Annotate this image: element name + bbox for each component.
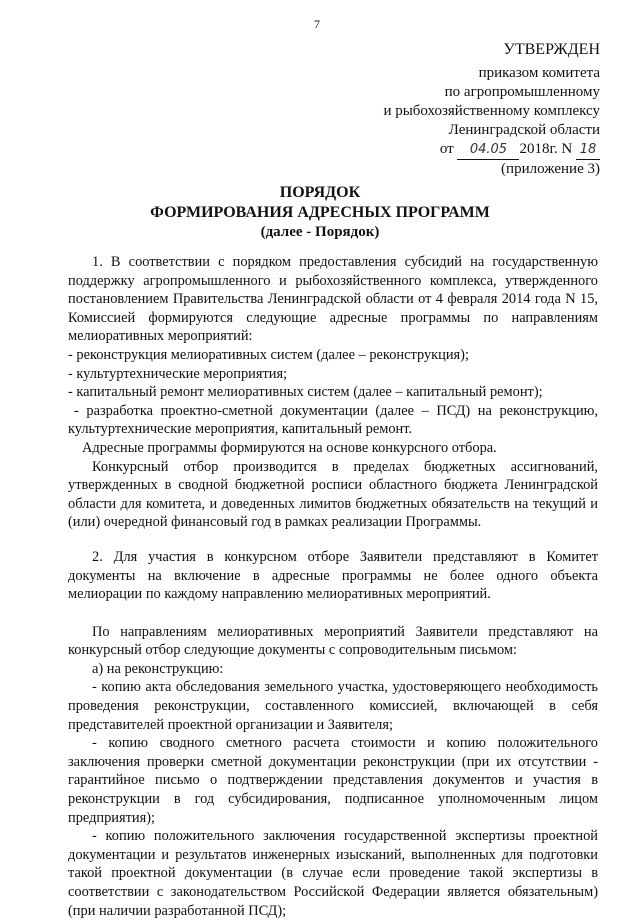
page-number: 7 xyxy=(314,17,320,31)
list-item-reconstruction: - реконструкция мелиоративных систем (далее – реконструкция); xyxy=(68,346,469,363)
handwritten-number: 18 xyxy=(576,140,600,160)
date-prefix: от xyxy=(439,141,454,157)
handwritten-date: 04.05 xyxy=(457,140,519,160)
paragraph-3: Конкурсный отбор производится в пределах бюджетных ассигнований, утвержденных в сводной бюджетной росписи областного бюджета Ленинградской области для комитета, и доведенных лимитов бюджетных обязательств на текущий и (или) очередной финансовый год в рамках реализации Программы. xyxy=(68,458,598,531)
doc-title-note: (далее - Порядок) xyxy=(260,224,380,240)
paragraph-9: - копию положительного заключения государственной экспертизы проектной документации и результатов инженерных изысканий, выполненных для подготовки такой проектной документации (в случае если проведение такой экспертизы в соответствии с законодательством Российской Федерации является обязательным) (при наличии разработанной ПСД); xyxy=(68,828,598,919)
paragraph-5: По направлениям мелиоративных мероприятий Заявители представляют на конкурсный отбор следующие документы с сопроводительным письмом: xyxy=(68,623,598,659)
paragraph-4: 2. Для участия в конкурсном отборе Заявители представляют в Комитет документы на включение в адресные программы не более одного объекта мелиорации по каждому направлению мелиоративных мероприятий. xyxy=(68,548,598,603)
paragraph-2: Адресные программы формируются на основе конкурсного отбора. xyxy=(82,439,497,456)
list-item-psd: - разработка проектно-сметной документации (далее – ПСД) на реконструкцию, культуртехнические мероприятия, капитальный ремонт. xyxy=(68,402,598,438)
approval-line: по агропромышленному xyxy=(444,84,600,100)
list-item-cultural-technical: - культуртехнические мероприятия; xyxy=(68,365,288,382)
approval-date-line xyxy=(383,140,600,160)
paragraph-7: - копию акта обследования земельного участка, удостоверяющего необходимость проведения реконструкции, составленного комиссией, включающей в себя представителей проектной организации и Заявителя; xyxy=(68,679,598,733)
approval-line: Ленинградской области xyxy=(448,122,600,138)
approval-appendix: (приложение 3) xyxy=(501,161,600,177)
paragraph-6: а) на реконструкцию: xyxy=(92,660,224,677)
paragraph-8: - копию сводного сметного расчета стоимости и копию положительного заключения проверки сметной документации реконструкции (при их отсутствии - гарантийное письмо о подтверждении представления документов и участия в реконструкции в год субсидирования, подписанное уполномоченным лицом предприятия); xyxy=(68,735,598,826)
doc-subtitle: ФОРМИРОВАНИЯ АДРЕСНЫХ ПРОГРАММ xyxy=(150,204,490,221)
approval-block xyxy=(383,64,600,179)
list-item-capital-repair: - капитальный ремонт мелиоративных систем (далее – капитальный ремонт); xyxy=(68,384,543,401)
document-body xyxy=(68,253,598,920)
doc-title: ПОРЯДОК xyxy=(279,184,361,201)
approval-line: и рыбохозяйственному комплексу xyxy=(383,103,600,119)
approval-title: УТВЕРЖДЕН xyxy=(503,41,600,58)
paragraph-1: 1. В соответствии с порядком предоставления субсидий на государственную поддержку агропромышленного и рыбохозяйственного комплекса, утвержденного постановлением Правительства Ленинградской области от 4 февраля 2014 года N 15, Комиссией формируются следующие адресные программы по направлениям мелиоративных мероприятий: xyxy=(68,254,598,345)
date-suffix: 2018г. N xyxy=(519,141,573,157)
approval-line: приказом комитета xyxy=(478,65,600,81)
